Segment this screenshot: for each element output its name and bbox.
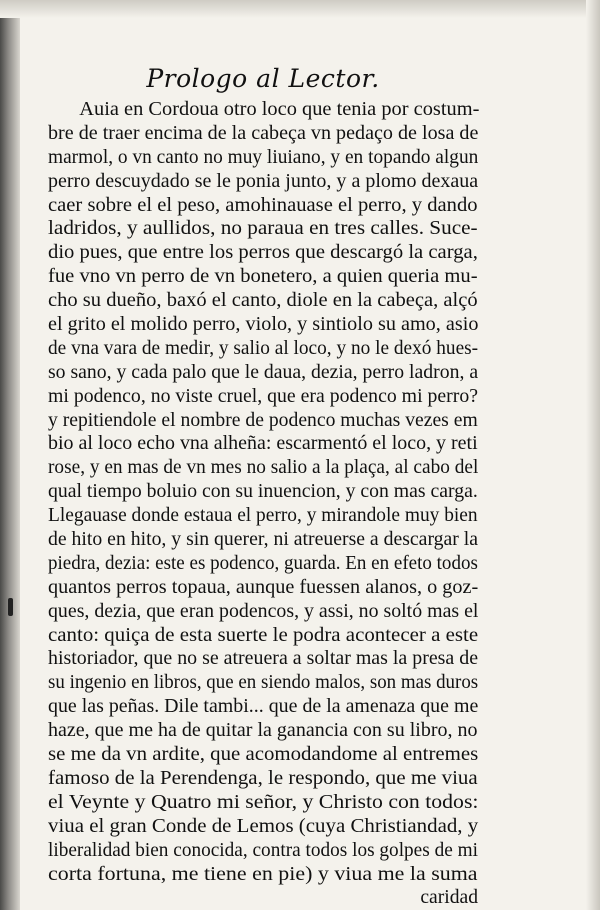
text-line: perro descuydado se le ponia junto, y a plomo dexaua <box>48 170 479 192</box>
text-line: bre de traer encima de la cabeça vn pedaço de losa de <box>48 122 479 144</box>
catchword: caridad <box>420 887 478 909</box>
text-line: bio al loco echo vna alheña: escarmentó el loco, y reti <box>48 433 478 455</box>
text-line: el Veynte y Quatro mi señor, y Christo con todos: <box>48 791 479 813</box>
text-line: piedra, dezia: este es podenco, guarda. En en efeto todos <box>48 552 478 574</box>
prologue-text <box>48 98 478 886</box>
text-line: marmol, o vn canto no muy liuiano, y en topando algun <box>48 146 479 168</box>
text-line: viua el gran Conde de Lemos (cuya Christiandad, y <box>48 815 479 837</box>
text-line: rose, y en mas de vn mes no salio a la plaça, al cabo del <box>48 457 479 479</box>
text-line: quantos perros topaua, aunque fuessen alanos, o goz- <box>48 576 479 598</box>
margin-mark <box>8 598 13 616</box>
page-title: Prologo al Lector. <box>146 64 380 93</box>
text-line: su ingenio en libros, que en siendo malos, son mas duros <box>48 672 479 694</box>
text-line: cho su dueño, baxó el canto, diole en la cabeça, alçó <box>48 290 478 312</box>
text-line: qual tiempo boluio con su inuencion, y con mas carga. <box>48 481 478 503</box>
text-line: liberalidad bien conocida, contra todos los golpes de mi <box>48 839 478 861</box>
scan-top-shadow <box>0 0 600 18</box>
text-line: que las peñas. Dile tambi... que de la amenaza que me <box>48 696 479 718</box>
text-line: corta fortuna, me tiene en pie) y viua me la suma <box>48 863 478 885</box>
text-line: famoso de la Perendenga, le respondo, que me viua <box>48 767 478 789</box>
text-line: caer sobre el el peso, amohinauase el perro, y dando <box>48 194 478 216</box>
text-line: canto: quiça de esta suerte le podra acontecer a este <box>48 624 479 646</box>
text-line: y repitiendole el nombre de podenco muchas vezes em <box>48 409 478 431</box>
text-line: el grito el molido perro, violo, y sintiolo su amo, asio <box>48 314 479 336</box>
text-line: de vna vara de medir, y salio al loco, y no le dexó hues- <box>48 337 479 359</box>
text-line: fue vno vn perro de vn bonetero, a quien queria mu- <box>48 266 478 288</box>
book-page <box>48 62 478 910</box>
text-line: Auia en Cordoua otro loco que tenia por costum- <box>79 99 480 120</box>
scan-right-shadow <box>586 0 600 910</box>
text-line: Llegauase donde estaua el perro, y mirandole muy bien <box>48 505 478 527</box>
text-line: se me da vn ardite, que acomodandome al entremes <box>48 744 479 766</box>
text-line: mi podenco, no viste cruel, que era podenco mi perro? <box>48 385 479 407</box>
text-line: ladridos, y aullidos, no paraua en tres calles. Suce- <box>48 218 478 240</box>
text-line: so sano, y cada palo que le daua, dezia, perro ladron, a <box>48 361 479 383</box>
text-line: haze, que me ha de quitar la ganancia con su libro, no <box>48 720 478 742</box>
text-line: historiador, que no se atreuera a soltar mas la presa de <box>48 648 479 670</box>
text-line: dio pues, que entre los perros que descargó la carga, <box>48 242 478 264</box>
scan-binding-shadow <box>0 0 20 910</box>
text-line: ques, dezia, que eran podencos, y assi, no soltó mas el <box>48 600 479 622</box>
text-line: de hito en hito, y sin querer, ni atreuerse a descargar la <box>48 529 479 551</box>
